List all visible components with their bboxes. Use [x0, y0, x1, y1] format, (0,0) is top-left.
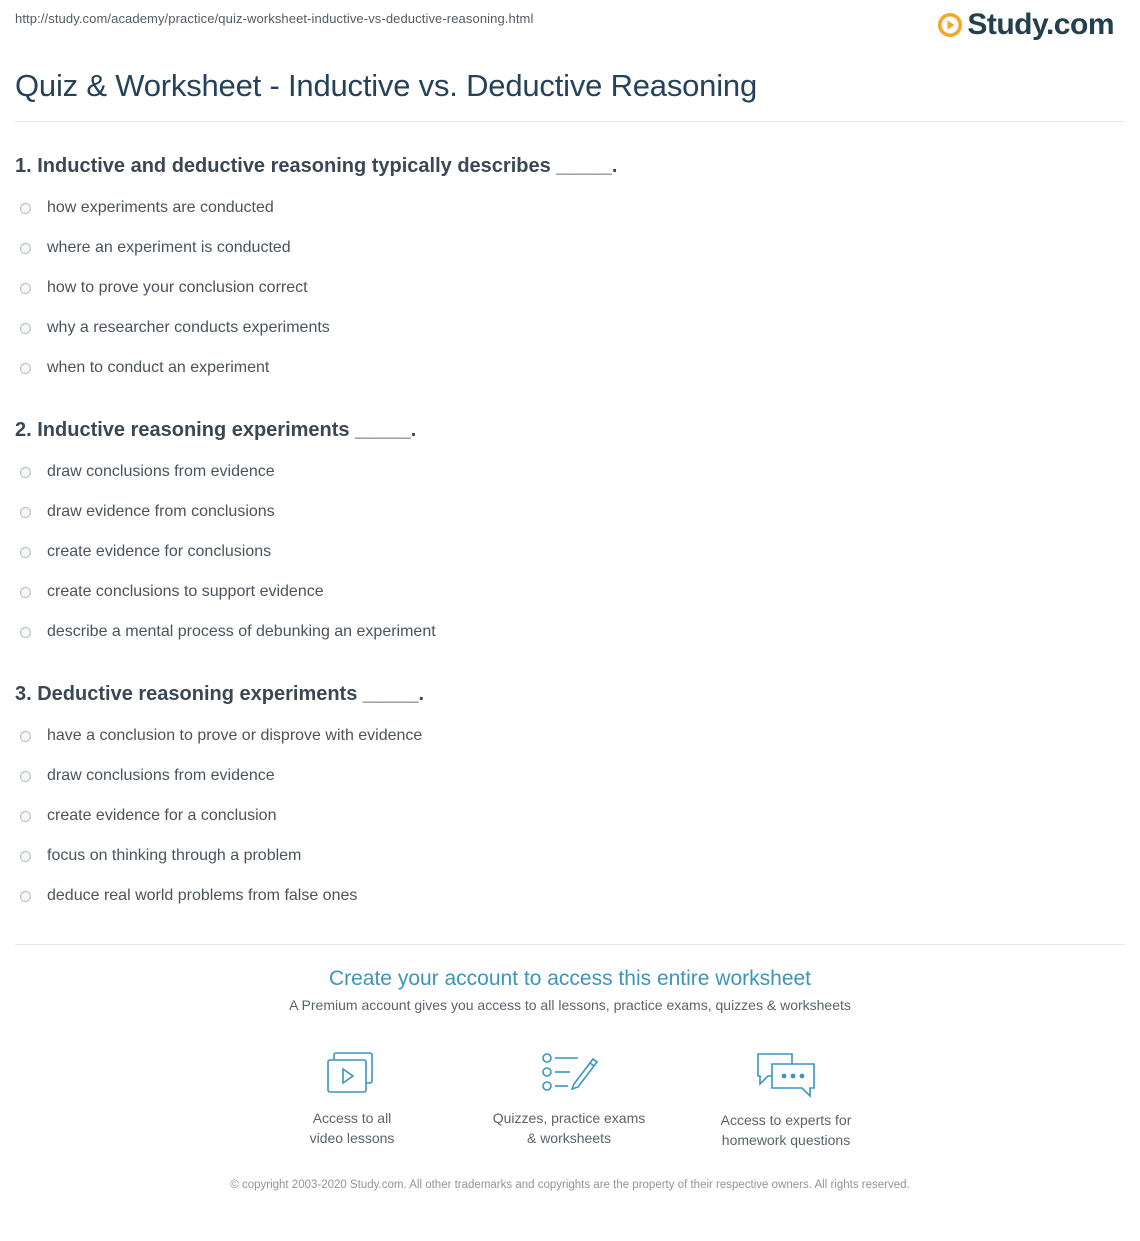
- answer-option[interactable]: [20, 492, 436, 532]
- answer-option[interactable]: [20, 716, 422, 756]
- play-circle-icon: [937, 12, 963, 38]
- feature-experts: [686, 1050, 886, 1150]
- option-label: create conclusions to support evidence: [47, 583, 324, 600]
- question-1: 1. Inductive and deductive reasoning typically describes _____.: [15, 155, 618, 177]
- radio-button[interactable]: [20, 891, 31, 902]
- answer-option[interactable]: [20, 188, 330, 228]
- question-3: 3. Deductive reasoning experiments _____.: [15, 683, 425, 705]
- option-label: have a conclusion to prove or disprove with evidence: [47, 727, 423, 744]
- option-label: where an experiment is conducted: [47, 239, 291, 256]
- option-label: how experiments are conducted: [47, 199, 274, 216]
- option-label: draw conclusions from evidence: [47, 463, 275, 480]
- question-3-options: [20, 716, 422, 916]
- study-logo[interactable]: [937, 8, 1114, 42]
- radio-button[interactable]: [20, 587, 31, 598]
- option-label: describe a mental process of debunking an experiment: [47, 623, 436, 640]
- title-divider: [15, 121, 1125, 122]
- question-2-options: [20, 452, 436, 652]
- radio-button[interactable]: [20, 811, 31, 822]
- answer-option[interactable]: [20, 876, 422, 916]
- answer-option[interactable]: [20, 532, 436, 572]
- feature-label-line2: & worksheets: [526, 1130, 612, 1146]
- radio-button[interactable]: [20, 467, 31, 478]
- option-label: focus on thinking through a problem: [47, 847, 302, 864]
- feature-label-line1: Access to experts for: [720, 1112, 852, 1128]
- radio-button[interactable]: [20, 731, 31, 742]
- answer-option[interactable]: [20, 796, 422, 836]
- feature-label-line1: Access to all: [312, 1110, 392, 1126]
- option-label: deduce real world problems from false ones: [47, 887, 358, 904]
- radio-button[interactable]: [20, 771, 31, 782]
- radio-button[interactable]: [20, 323, 31, 334]
- feature-quizzes: [469, 1050, 669, 1148]
- copyright-notice: © copyright 2003-2020 Study.com. All other trademarks and copyrights are the property of their respective owners. All rights reserved.: [230, 1179, 910, 1191]
- radio-button[interactable]: [20, 283, 31, 294]
- video-lessons-icon: [324, 1050, 380, 1096]
- answer-option[interactable]: [20, 452, 436, 492]
- question-2: 2. Inductive reasoning experiments _____.: [15, 419, 417, 441]
- create-account-link[interactable]: Create your account to access this entire worksheet: [328, 967, 812, 990]
- radio-button[interactable]: [20, 627, 31, 638]
- feature-label-line1: Quizzes, practice exams: [492, 1110, 646, 1126]
- radio-button[interactable]: [20, 243, 31, 254]
- answer-option[interactable]: [20, 308, 330, 348]
- option-label: create evidence for a conclusion: [47, 807, 277, 824]
- answer-option[interactable]: [20, 228, 330, 268]
- feature-label-line2: video lessons: [309, 1130, 395, 1146]
- radio-button[interactable]: [20, 363, 31, 374]
- brand-name: Study.com: [967, 8, 1114, 41]
- radio-button[interactable]: [20, 203, 31, 214]
- quiz-checklist-icon: [540, 1050, 598, 1096]
- option-label: when to conduct an experiment: [47, 359, 270, 376]
- answer-option[interactable]: [20, 268, 330, 308]
- premium-description: A Premium account gives you access to all lessons, practice exams, quizzes & worksheets: [289, 997, 851, 1013]
- answer-option[interactable]: [20, 348, 330, 388]
- answer-option[interactable]: [20, 572, 436, 612]
- option-label: create evidence for conclusions: [47, 543, 272, 560]
- chat-bubbles-icon: [754, 1050, 818, 1098]
- answer-option[interactable]: [20, 836, 422, 876]
- radio-button[interactable]: [20, 507, 31, 518]
- radio-button[interactable]: [20, 851, 31, 862]
- feature-label-line2: homework questions: [721, 1132, 851, 1148]
- option-label: draw conclusions from evidence: [47, 767, 275, 784]
- option-label: draw evidence from conclusions: [47, 503, 275, 520]
- radio-button[interactable]: [20, 547, 31, 558]
- page-title: Quiz & Worksheet - Inductive vs. Deductive Reasoning: [15, 68, 757, 103]
- question-1-options: [20, 188, 330, 388]
- content-divider: [15, 944, 1125, 945]
- answer-option[interactable]: [20, 756, 422, 796]
- answer-option[interactable]: [20, 612, 436, 652]
- page-url: http://study.com/academy/practice/quiz-worksheet-inductive-vs-deductive-reasoning.html: [15, 11, 534, 26]
- option-label: why a researcher conducts experiments: [47, 319, 330, 336]
- feature-video-lessons: [252, 1050, 452, 1148]
- option-label: how to prove your conclusion correct: [47, 279, 308, 296]
